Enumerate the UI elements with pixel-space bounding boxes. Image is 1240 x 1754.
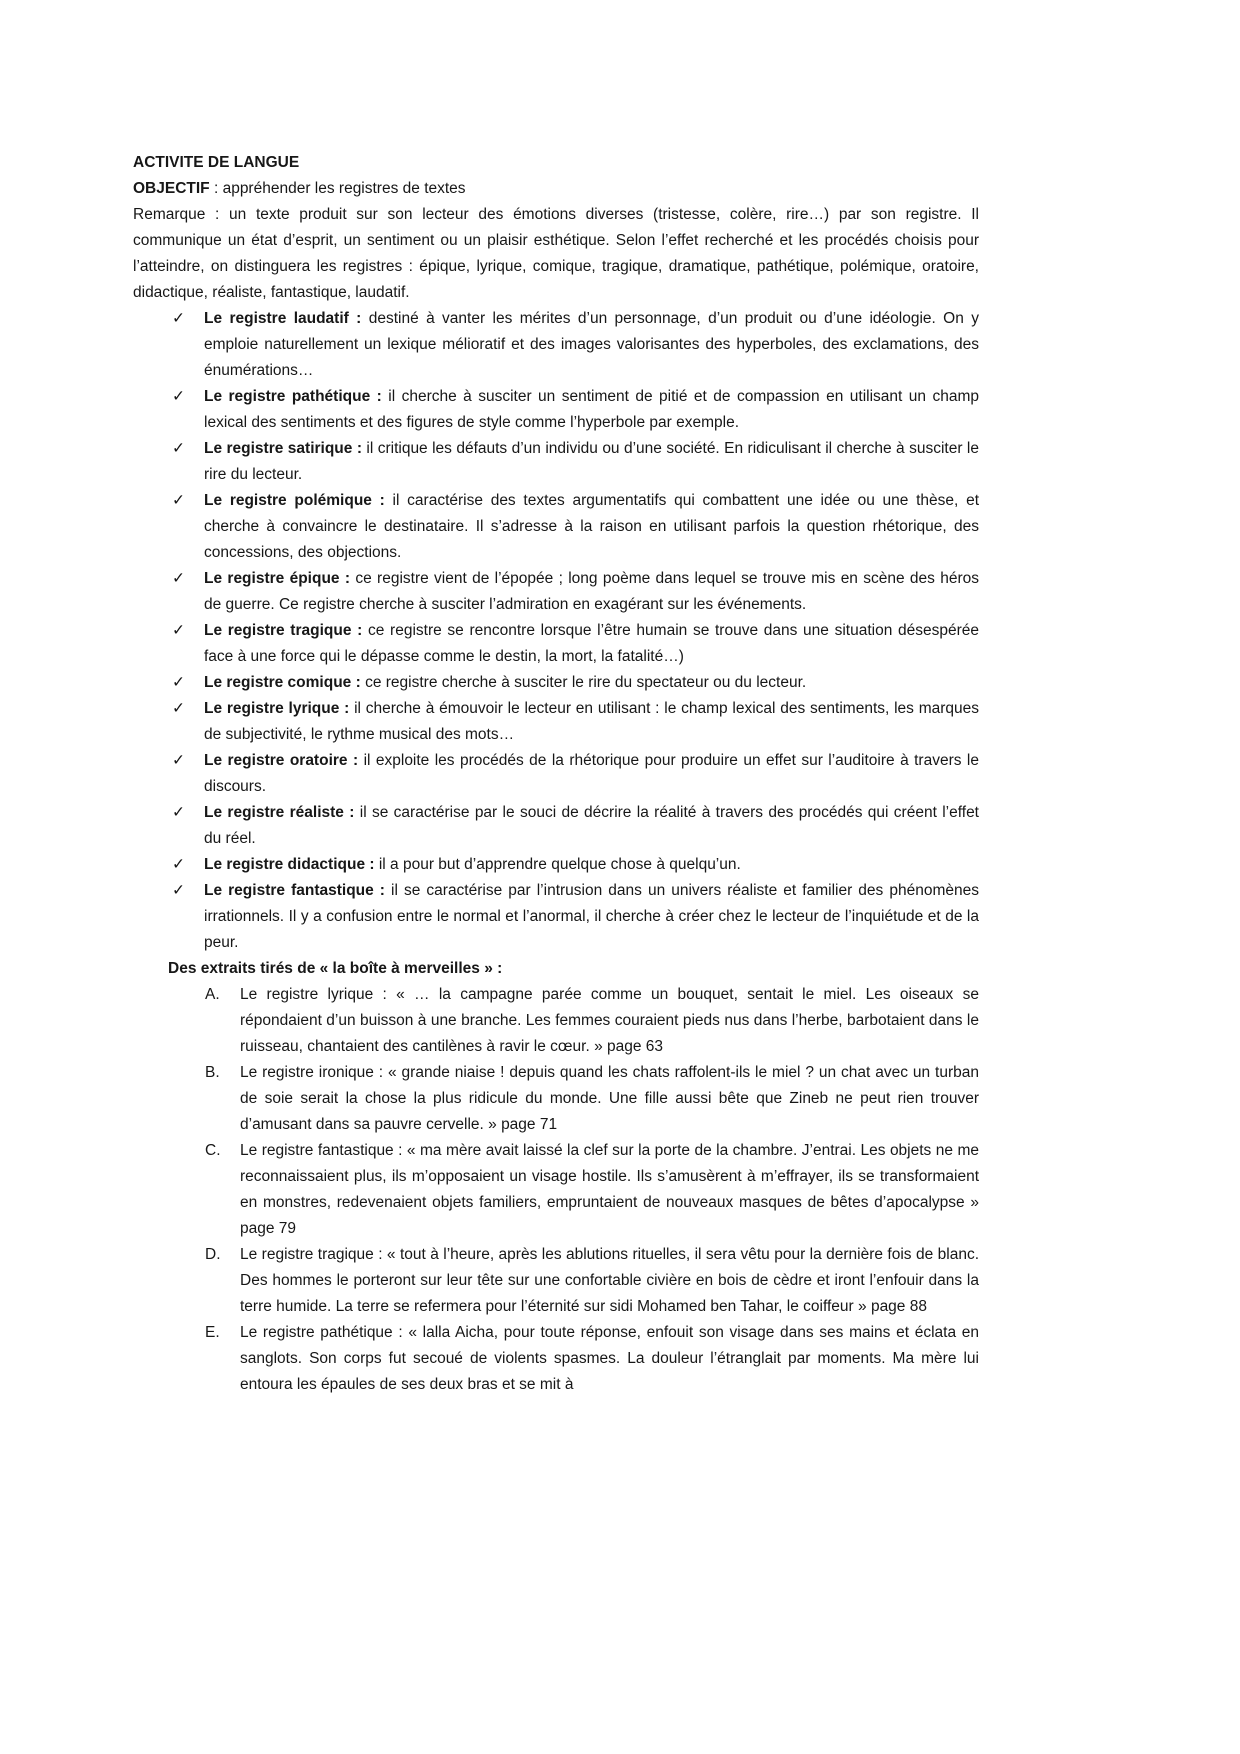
registre-text: ce registre vient de l’épopée ; long poème dans lequel se trouve mis en scène des héros de guerre. Ce registre cherche à susciter l’admiration en exagérant sur les événements.	[204, 570, 980, 613]
checkmark-icon: ✓	[172, 804, 185, 821]
registre-name: Le registre laudatif :	[204, 310, 362, 327]
registre-name: Le registre comique :	[204, 674, 361, 691]
checkmark-icon: ✓	[172, 440, 185, 457]
registre-text: il cherche à susciter un sentiment de pitié et de compassion en utilisant un champ lexical des sentiments et des figures de style comme l’hyperbole par exemple.	[204, 388, 979, 431]
registre-name: Le registre fantastique :	[204, 882, 385, 899]
objectif-text: : appréhender les registres de textes	[209, 180, 466, 197]
list-item	[133, 618, 979, 670]
list-item	[133, 436, 979, 488]
list-item	[133, 306, 979, 384]
list-item	[133, 1060, 979, 1138]
list-letter: A.	[205, 986, 220, 1003]
registre-text: destiné à vanter les mérites d’un personnage, d’un produit ou d’une idéologie. On y emploie naturellement un lexique mélioratif et des images valorisantes des hyperboles, des exclamations, des énumérations…	[204, 310, 979, 379]
checkmark-icon: ✓	[172, 492, 185, 509]
list-item	[133, 800, 979, 852]
extrait-text: Le registre fantastique : « ma mère avait laissé la clef sur la porte de la chambre. J’entrai. Les objets ne me reconnaissaient plus, ils m’opposaient un visage hostile. Ils s’amusèrent à m’effrayer, ils se transformaient en monstres, redevenaient objets familiers, empruntaient de nouveaux masques de bêtes d’apocalypse » page 79	[240, 1142, 979, 1237]
extraits-heading: Des extraits tirés de « la boîte à merveilles » :	[168, 960, 503, 977]
list-item	[133, 670, 979, 696]
registre-text: il se caractérise par l’intrusion dans un univers réaliste et familier des phénomènes irrationnels. Il y a confusion entre le normal et l’anormal, il cherche à créer chez le lecteur de l’inquiétude et de la peur.	[204, 882, 979, 951]
document-page	[133, 150, 979, 1398]
registre-name: Le registre épique :	[204, 570, 351, 587]
objectif-line	[133, 176, 979, 202]
checkmark-icon: ✓	[172, 570, 185, 587]
registre-name: Le registre oratoire :	[204, 752, 359, 769]
list-item	[133, 878, 979, 956]
registre-name: Le registre satirique :	[204, 440, 362, 457]
registre-text: il caractérise des textes argumentatifs qui combattent une idée ou une thèse, et cherche à convaincre le destinataire. Il s’adresse à la raison en utilisant parfois la question rhétorique, des concessions, des objections.	[204, 492, 980, 561]
list-letter: D.	[205, 1246, 221, 1263]
registre-name: Le registre polémique :	[204, 492, 385, 509]
checkmark-icon: ✓	[172, 674, 185, 691]
extrait-text: Le registre lyrique : « … la campagne parée comme un bouquet, sentait le miel. Les oiseaux se répondaient d’un buisson à une branche. Les femmes couraient pieds nus dans l’herbe, barbotaient dans le ruisseau, chantaient des cantilènes à ravir le cœur. » page 63	[240, 986, 979, 1055]
registre-name: Le registre réaliste :	[204, 804, 355, 821]
registre-text: il critique les défauts d’un individu ou d’une société. En ridiculisant il cherche à susciter le rire du lecteur.	[204, 440, 979, 483]
checkmark-icon: ✓	[172, 622, 185, 639]
list-item	[133, 384, 979, 436]
registre-name: Le registre tragique :	[204, 622, 363, 639]
registre-text: il cherche à émouvoir le lecteur en utilisant : le champ lexical des sentiments, les marques de subjectivité, le rythme musical des mots…	[204, 700, 979, 743]
registre-text: ce registre se rencontre lorsque l’être humain se trouve dans une situation désespérée face à une force qui le dépasse comme le destin, la mort, la fatalité…)	[204, 622, 979, 665]
list-item	[133, 488, 979, 566]
checkmark-icon: ✓	[172, 752, 185, 769]
objectif-label: OBJECTIF	[133, 180, 210, 197]
list-item	[133, 748, 979, 800]
list-item	[133, 1320, 979, 1398]
checkmark-icon: ✓	[172, 700, 185, 717]
checkmark-icon: ✓	[172, 388, 185, 405]
extrait-text: Le registre tragique : « tout à l’heure, après les ablutions rituelles, il sera vêtu pour la dernière fois de blanc. Des hommes le porteront sur leur tête sur une confortable civière en bois de cèdre et iront l’enfouir dans la terre humide. La terre se refermera pour l’éternité sur sidi Mohamed ben Tahar, le coiffeur » page 88	[240, 1246, 979, 1315]
list-item	[133, 852, 979, 878]
registre-text: il exploite les procédés de la rhétorique pour produire un effet sur l’auditoire à travers le discours.	[204, 752, 979, 795]
checkmark-icon: ✓	[172, 856, 185, 873]
checkmark-icon: ✓	[172, 882, 185, 899]
extrait-text: Le registre pathétique : « lalla Aicha, pour toute réponse, enfouit son visage dans ses mains et éclata en sanglots. Son corps fut secoué de violents spasmes. La douleur l’étranglait par moments. Ma mère lui entoura les épaules de ses deux bras et se mit à	[240, 1324, 979, 1393]
list-item	[133, 566, 979, 618]
list-item	[133, 982, 979, 1060]
registre-name: Le registre pathétique :	[204, 388, 382, 405]
extrait-text: Le registre ironique : « grande niaise ! depuis quand les chats raffolent-ils le miel ? un chat avec un turban de soie serait la chose la plus ridicule du monde. Une fille aussi bête que Zineb ne peut rien trouver d’amusant dans sa pauvre cervelle. » page 71	[240, 1064, 979, 1133]
registre-name: Le registre didactique :	[204, 856, 375, 873]
registre-text: il se caractérise par le souci de décrire la réalité à travers des procédés qui créent l’effet du réel.	[204, 804, 979, 847]
list-item	[133, 696, 979, 748]
page-title: ACTIVITE DE LANGUE	[133, 154, 300, 171]
remarque-paragraph: Remarque : un texte produit sur son lecteur des émotions diverses (tristesse, colère, rire…) par son registre. Il communique un état d’esprit, un sentiment ou un plaisir esthétique. Selon l’effet recherché et les procédés choisis pour l’atteindre, on distinguera les registres : épique, lyrique, comique, tragique, dramatique, pathétique, polémique, oratoire, didactique, réaliste, fantastique, laudatif.	[133, 206, 979, 301]
list-item	[133, 1138, 979, 1242]
list-letter: E.	[205, 1324, 220, 1341]
checkmark-icon: ✓	[172, 310, 185, 327]
registre-text: ce registre cherche à susciter le rire du spectateur ou du lecteur.	[365, 674, 807, 691]
registre-text: il a pour but d’apprendre quelque chose à quelqu’un.	[378, 856, 741, 873]
registre-name: Le registre lyrique :	[204, 700, 350, 717]
list-item	[133, 1242, 979, 1320]
list-letter: B.	[205, 1064, 220, 1081]
list-letter: C.	[205, 1142, 221, 1159]
